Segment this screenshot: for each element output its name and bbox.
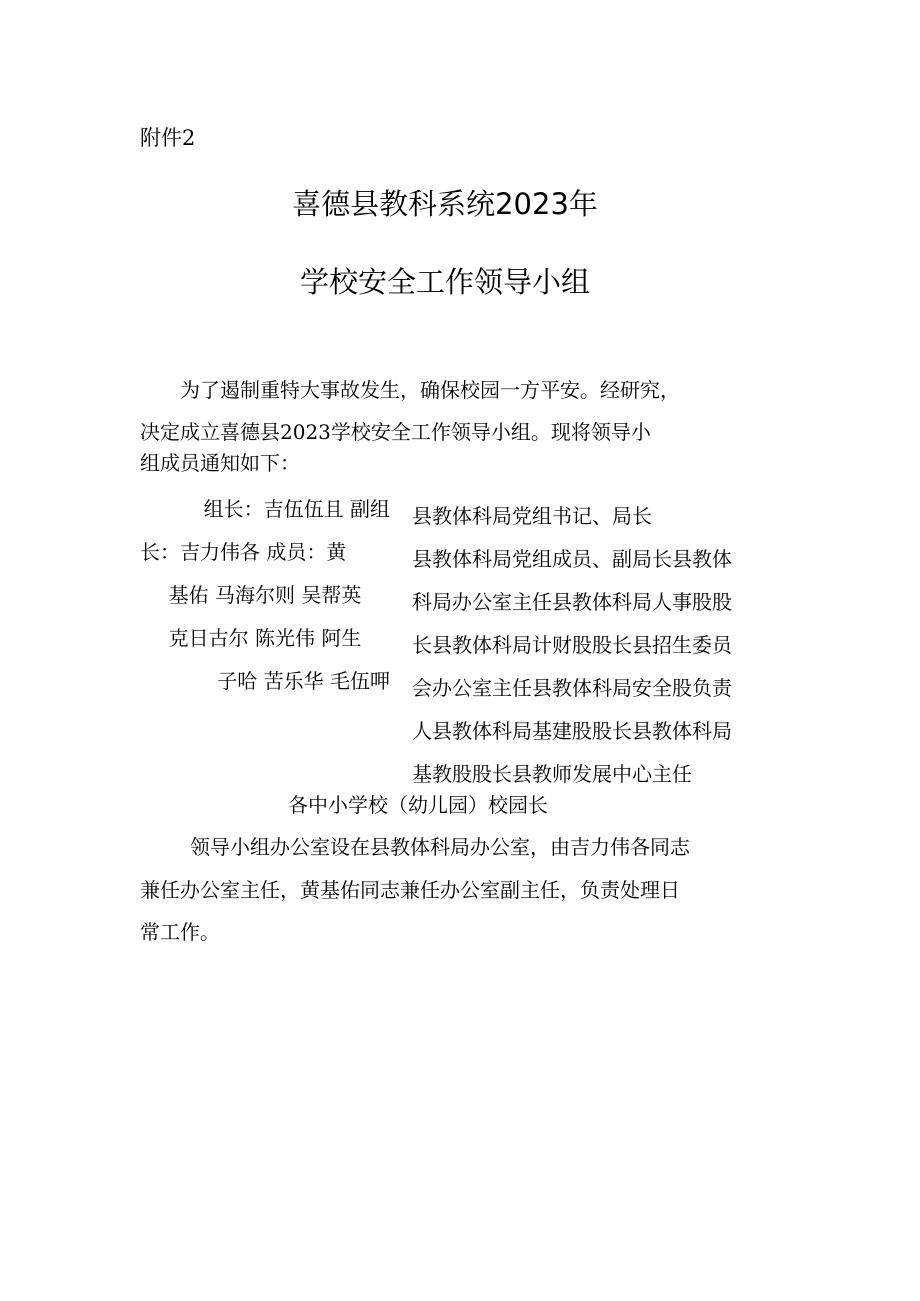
names-line: 子哈 苦乐华 毛伍呷: [217, 669, 390, 693]
attachment-label: 附件2: [140, 126, 196, 150]
intro-line-3: 组成员通知如下：: [140, 451, 300, 475]
names-line: 克日古尔 陈光伟 阿生: [168, 626, 362, 650]
duties-line: 长县教体科局计财股股长县招生委员: [412, 633, 732, 657]
intro-line-2: 决定成立喜德县2023学校安全工作领导小组。现将领导小: [140, 420, 651, 444]
member-duties-column: [412, 495, 792, 796]
office-line-2: 兼任办公室主任，黄基佑同志兼任办公室副主任，负责处理日: [140, 878, 680, 902]
duties-line: 县教体科局党组成员、副局长县教体: [412, 547, 732, 571]
member-names-column: [140, 488, 390, 703]
duties-line: 科局办公室主任县教体科局人事股股: [412, 590, 732, 614]
names-line: 长：吉力伟各 成员：黄: [140, 540, 347, 564]
office-line-3: 常工作。: [140, 920, 220, 944]
intro-line-1: 为了遏制重特大事故发生，确保校园一方平安。经研究，: [180, 378, 680, 402]
document-title-line-1: 喜德县教科系统2023年: [292, 187, 598, 221]
duties-line: 县教体科局党组书记、局长: [412, 504, 652, 528]
duties-line: 人县教体科局基建股股长县教体科局: [412, 719, 732, 743]
duties-line: 会办公室主任县教体科局安全股负责: [412, 676, 732, 700]
office-line-1: 领导小组办公室设在县教体科局办公室，由吉力伟各同志: [190, 835, 690, 859]
duties-line: 基教股股长县教师发展中心主任: [412, 762, 692, 786]
document-title-line-2: 学校安全工作领导小组: [299, 265, 590, 299]
schools-line: 各中小学校（幼儿园）校园长: [288, 793, 548, 817]
names-line: 组长：吉伍伍且 副组: [203, 497, 390, 521]
names-line: 基佑 马海尔则 吴帮英: [168, 583, 362, 607]
